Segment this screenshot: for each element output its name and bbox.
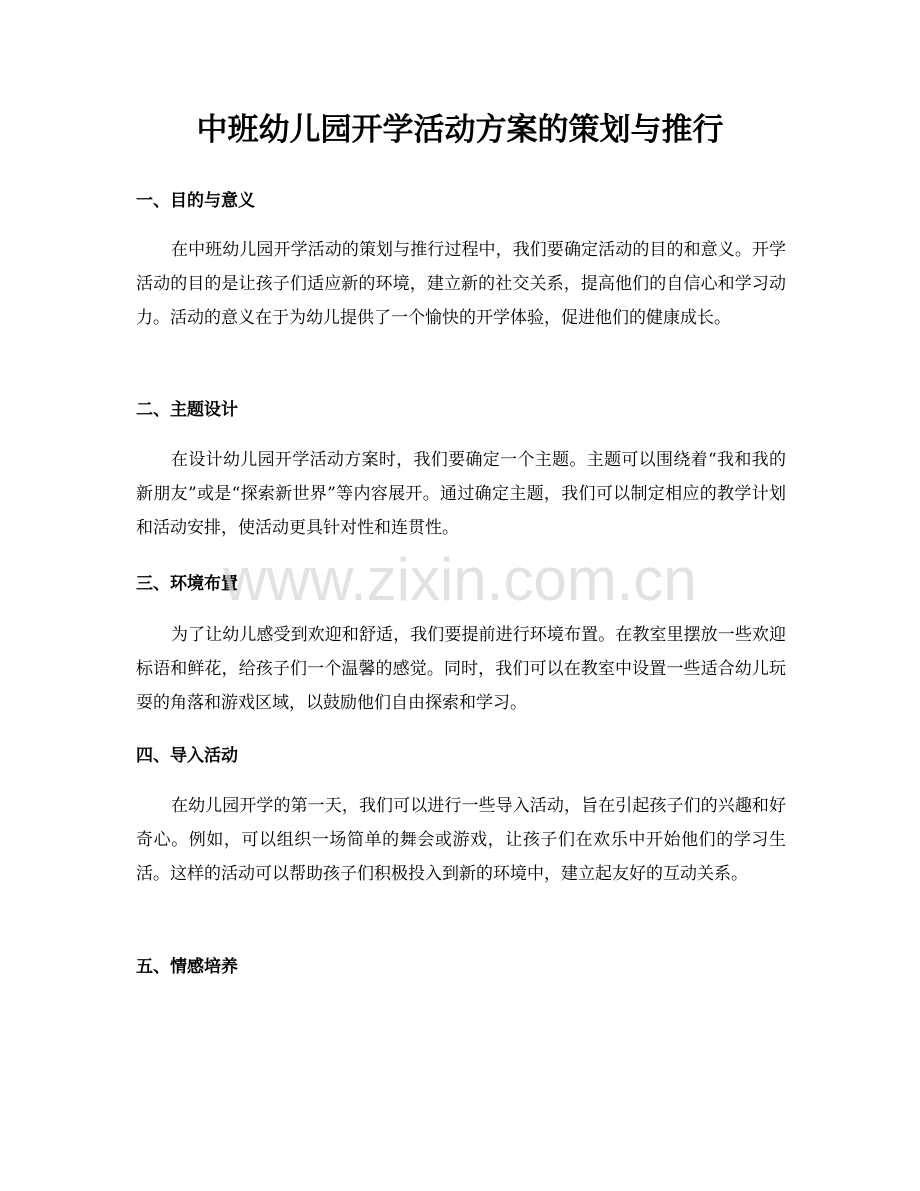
section-heading-emotion: 五、情感培养 [136, 957, 238, 977]
section-heading-purpose: 一、目的与意义 [136, 191, 255, 211]
section-paragraph-purpose: 在中班幼儿园开学活动的策划与推行过程中，我们要确定活动的目的和意义。开学活动的目的是让孩子们适应新的环境，建立新的社交关系，提高他们的自信心和学习动力。活动的意义在于为幼儿提供了一个愉快的开学体验，促进他们的健康成长。 [136, 240, 786, 328]
section-paragraph-environment: 为了让幼儿感受到欢迎和舒适，我们要提前进行环境布置。在教室里摆放一些欢迎标语和鲜花，给孩子们一个温馨的感觉。同时，我们可以在教室中设置一些适合幼儿玩耍的角落和游戏区域，以鼓励他们自由探索和学习。 [136, 625, 786, 713]
section-paragraph-intro-activity: 在幼儿园开学的第一天，我们可以进行一些导入活动，旨在引起孩子们的兴趣和好奇心。例如，可以组织一场简单的舞会或游戏，让孩子们在欢乐中开始他们的学习生活。这样的活动可以帮助孩子们积极投入到新的环境中，建立起友好的互动关系。 [136, 796, 786, 884]
section-heading-intro-activity: 四、导入活动 [136, 746, 238, 766]
section-heading-theme: 二、主题设计 [136, 400, 238, 420]
section-heading-environment: 三、环境布置 [136, 574, 238, 594]
watermark: www.zixin.com.cn [223, 546, 697, 613]
section-paragraph-theme: 在设计幼儿园开学活动方案时，我们要确定一个主题。主题可以围绕着“我和我的新朋友”或是“探索新世界”等内容展开。通过确定主题，我们可以制定相应的教学计划和活动安排，使活动更具针对性和连贯性。 [136, 450, 786, 538]
page-title: 中班幼儿园开学活动方案的策划与推行 [196, 112, 724, 148]
